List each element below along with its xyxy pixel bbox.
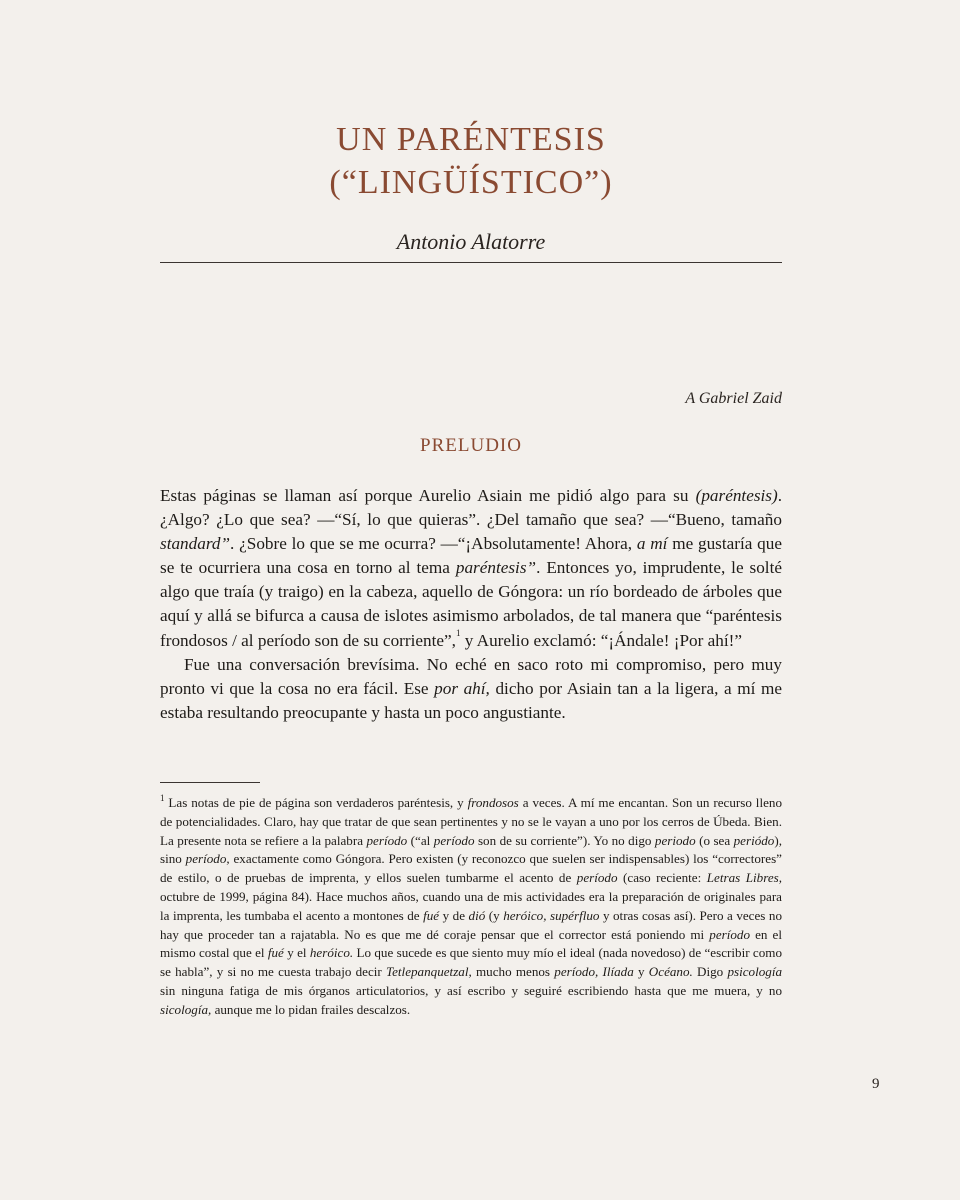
article-title — [160, 118, 782, 204]
footnote-reference: 1 — [455, 627, 461, 638]
page-number: 9 — [872, 1076, 880, 1092]
text-run: en el mismo costal que el — [160, 926, 783, 961]
italic-run: frondosos — [467, 795, 519, 810]
text-run: Las notas de pie de página son verdaderos paréntesis, y — [164, 795, 468, 810]
text-run: me gustaría que se te ocurriera una cosa en torno al tema — [160, 534, 782, 578]
text-run: mucho menos — [471, 964, 555, 980]
body-text — [160, 484, 782, 725]
text-run: . Entonces yo, imprudente, le solté algo que traía (y traigo) en la cabeza, aquello de Góngora: un río bordeado de árboles que aquí y allá se bifurca a causa de islotes asimismo arbolados, de tal manera que “paréntesis frondosos / al período son de su corriente”, — [160, 558, 782, 650]
italic-run: período — [433, 832, 475, 848]
italic-run: paréntesis” — [455, 558, 537, 578]
text-run: Estas páginas se llaman así porque Aurelio Asiain me pidió algo para su — [160, 486, 696, 505]
title-rule — [160, 262, 782, 263]
text-run: y de — [439, 907, 469, 923]
italic-run: fué — [267, 945, 284, 961]
italic-run: fué — [423, 907, 440, 923]
text-run: exactamente como Góngora. Pero existen (y reconozco que suelen ser indispensables) los “correctores” de estilo, o de pruebas de imprenta, y ellos suelen tumbarme el acento de — [160, 851, 782, 886]
text-run: dicho por Asiain tan a la ligera, a mí me estaba resultando preocupante y hasta un poco angustiante. — [160, 678, 782, 722]
footnote-text — [160, 794, 782, 1020]
italic-run: (paréntesis) — [695, 486, 778, 505]
italic-run: periodo — [654, 832, 696, 848]
italic-run: Tetlepanquetzal, — [386, 964, 472, 980]
text-run: Lo que sucede es que siento muy mío el ideal (nada novedoso) de “escribir como se habla”, y si no me cuesta trabajo decir — [160, 945, 782, 980]
italic-run: por ahí, — [434, 678, 490, 698]
section-heading: PRELUDIO — [420, 435, 522, 456]
text-run: y — [633, 964, 649, 980]
italic-run: heróico, supérfluo — [503, 907, 600, 923]
text-run: y Aurelio exclamó: “¡Ándale! ¡Por ahí!” — [460, 630, 743, 650]
text-run: (o sea — [695, 832, 734, 848]
italic-run: psicología — [727, 964, 783, 980]
text-run: (caso reciente: — [617, 870, 707, 886]
italic-run: dió — [468, 907, 486, 923]
italic-run: sicología, — [160, 1001, 212, 1017]
text-run: aunque me lo pidan frailes descalzos. — [211, 1001, 411, 1017]
paragraph-2 — [160, 653, 782, 725]
italic-run: standard” — [160, 534, 231, 554]
text-run: son de su corriente”). Yo no digo — [474, 832, 655, 848]
text-run: . ¿Sobre lo que se me ocurra? —“¡Absolutamente! Ahora, — [230, 534, 637, 554]
text-run: y el — [283, 945, 310, 961]
italic-run: período, Ilíada — [554, 964, 634, 980]
text-run: . ¿Algo? ¿Lo que sea? —“Sí, lo que quieras”. ¿Del tamaño que sea? —“Bueno, tamaño — [160, 486, 782, 530]
italic-run: período, — [185, 851, 230, 867]
italic-run: Océano. — [648, 964, 693, 980]
text-run: Digo — [692, 964, 728, 980]
italic-run: período — [709, 926, 751, 942]
footnote-rule — [160, 782, 260, 783]
text-run: Fue una conversación brevísima. No eché en saco roto mi compromiso, pero muy pronto vi que la cosa no era fácil. Ese — [160, 654, 782, 698]
italic-run: período — [366, 832, 408, 848]
title-line-1: UN PARÉNTESIS — [336, 121, 606, 158]
italic-run: período — [576, 870, 618, 886]
author-name: Antonio Alatorre — [396, 229, 546, 254]
footnote — [160, 794, 782, 1020]
italic-run: a mí — [636, 534, 668, 554]
text-run: a veces. A mí me encantan. Son un recurso lleno de potencialidades. Claro, hay que tratar de que sean pertinentes y no se le vayan a uno por los cerros de Úbeda. Bien. La presente nota se refiere a la palabra — [160, 795, 782, 848]
paragraph-1 — [160, 484, 782, 653]
text-run: y otras cosas así). Pero a veces no hay que proceder tan a rajatabla. No es que me dé coraje pensar que el corrector está poniendo mi — [160, 907, 782, 942]
title-line-2: (“LINGÜÍSTICO”) — [329, 164, 613, 201]
text-run: (y — [485, 907, 504, 923]
text-run: sin ninguna fatiga de mis órganos articulatorios, y así escribo y seguiré escribiendo hasta que me muera, y no — [160, 982, 782, 998]
footnote-number: 1 — [160, 793, 165, 803]
text-run: (“al — [407, 832, 434, 848]
italic-run: Letras Libres, — [706, 870, 783, 886]
italic-run: heróico. — [309, 945, 354, 961]
dedication: A Gabriel Zaid — [685, 390, 782, 407]
text-run: ), sino — [160, 832, 782, 867]
italic-run: periódo — [733, 832, 775, 848]
text-run: octubre de 1999, página 84). Hace muchos años, cuando una de mis actividades era la preparación de originales para la imprenta, les tumbaba el acento a montones de — [160, 888, 782, 923]
